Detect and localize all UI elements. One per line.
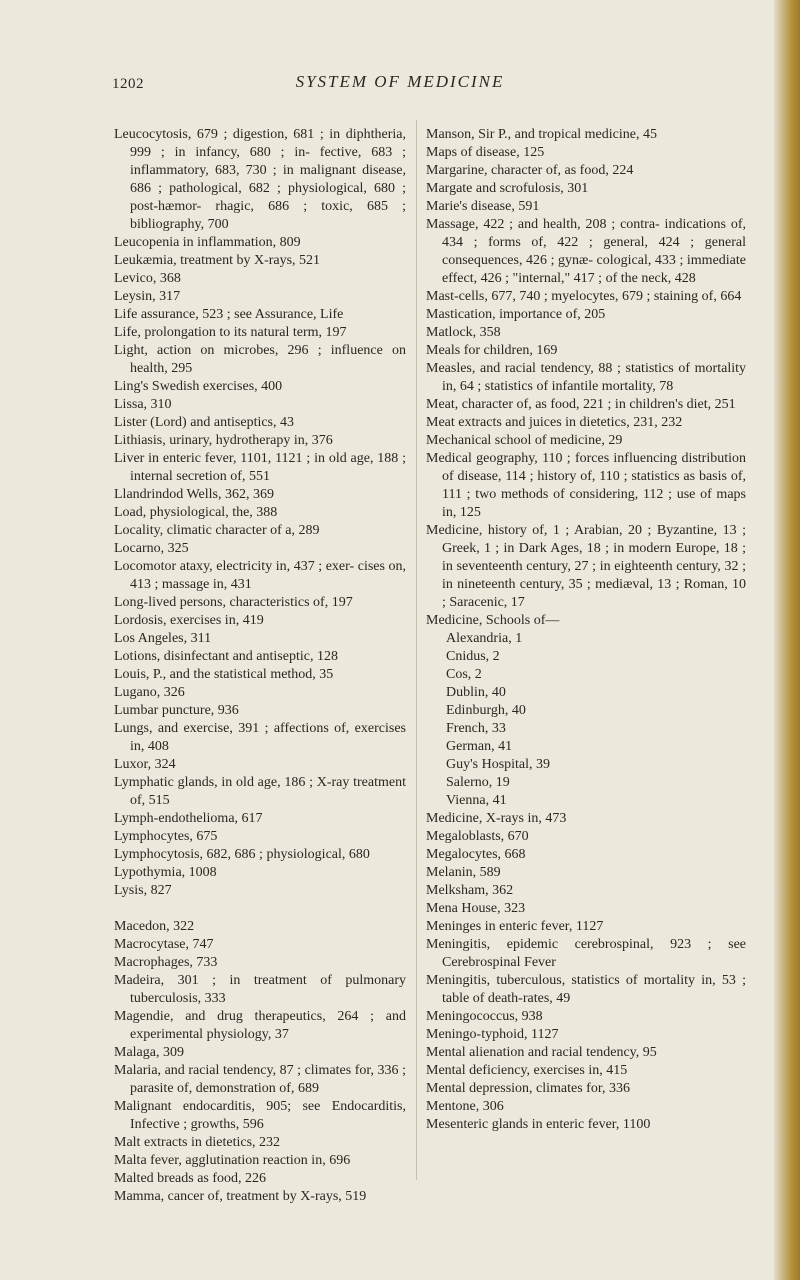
index-entry: Lister (Lord) and antiseptics, 43: [114, 415, 295, 430]
index-entry: Locomotor ataxy, electricity in, 437 ; exer- cises on, 413 ; massage in, 431: [114, 559, 406, 592]
index-entry: Measles, and racial tendency, 88 ; statistics of mortality in, 64 ; statistics of infantile mortality, 78: [426, 361, 746, 394]
index-entry: Liver in enteric fever, 1101, 1121 ; in old age, 188 ; internal secretion of, 551: [114, 451, 406, 484]
index-entry: Luxor, 324: [114, 757, 176, 772]
index-entry: Melanin, 589: [426, 865, 501, 880]
index-entry: Margarine, character of, as food, 224: [426, 163, 634, 178]
index-entry: Mentone, 306: [426, 1099, 504, 1114]
index-entry: Lithiasis, urinary, hydrotherapy in, 376: [114, 433, 333, 448]
index-entry: Mental deficiency, exercises in, 415: [426, 1063, 628, 1078]
index-subentry: Edinburgh, 40: [446, 703, 526, 718]
index-entry: Medical geography, 110 ; forces influencing distribution of disease, 114 ; history of, 110 ; statistics as basis of, 111 ; two methods of considering, 112 ; use of maps in, 125: [426, 451, 746, 520]
index-entry: Leucocytosis, 679 ; digestion, 681 ; in diphtheria, 999 ; in infancy, 680 ; in- fective, 683 ; inflammatory, 683, 730 ; in malignant disease, 686 ; pathological, 682 ; physiological, 680 ; post-hæmor- rhagic, 686 ; toxic, 685 ; bibliography, 700: [114, 127, 406, 232]
index-entry: Mamma, cancer of, treatment by X-rays, 519: [114, 1189, 367, 1204]
index-entry: Mastication, importance of, 205: [426, 307, 606, 322]
index-entry: Meningitis, epidemic cerebrospinal, 923 ; see Cerebrospinal Fever: [426, 937, 746, 970]
index-entry: Malt extracts in dietetics, 232: [114, 1135, 281, 1150]
index-entry: Leysin, 317: [114, 289, 181, 304]
index-entry: Lymphocytes, 675: [114, 829, 218, 844]
index-subentry: Guy's Hospital, 39: [446, 757, 551, 772]
index-entry: Malaga, 309: [114, 1045, 184, 1060]
index-entry: Meninges in enteric fever, 1127: [426, 919, 604, 934]
index-subentry: Alexandria, 1: [446, 631, 523, 646]
index-entry: Lordosis, exercises in, 419: [114, 613, 264, 628]
index-entry: Lumbar puncture, 936: [114, 703, 239, 718]
index-entry: Marie's disease, 591: [426, 199, 540, 214]
page-number: 1202: [112, 76, 144, 92]
index-column-right: [426, 126, 746, 1134]
index-entry: Meningococcus, 938: [426, 1009, 543, 1024]
index-entry: Meningitis, tuberculous, statistics of mortality in, 53 ; table of death-rates, 49: [426, 973, 746, 1006]
index-entry: Los Angeles, 311: [114, 631, 212, 646]
index-entry: Melksham, 362: [426, 883, 514, 898]
index-entry: Load, physiological, the, 388: [114, 505, 278, 520]
index-entry: Medicine, Schools of—: [426, 613, 560, 628]
index-entry: Lotions, disinfectant and antiseptic, 128: [114, 649, 338, 664]
index-entry: Malta fever, agglutination reaction in, 696: [114, 1153, 351, 1168]
index-entry: Massage, 422 ; and health, 208 ; contra- indications of, 434 ; forms of, 422 ; general, 424 ; general consequences, 426 ; gynæ- cological, 433 ; immediate effect, 426 ; "internal," 417 ; of the neck, 428: [426, 217, 746, 286]
index-entry: Louis, P., and the statistical method, 35: [114, 667, 334, 682]
index-subentry: Dublin, 40: [446, 685, 506, 700]
index-column-left: [114, 126, 406, 1206]
index-subentry: Cos, 2: [446, 667, 482, 682]
index-entry: Locality, climatic character of a, 289: [114, 523, 320, 538]
index-entry: Meals for children, 169: [426, 343, 558, 358]
index-entry: Life assurance, 523 ; see Assurance, Life: [114, 307, 344, 322]
index-entry: Macedon, 322: [114, 919, 195, 934]
page-edge: [774, 0, 800, 1280]
index-entry: Lymph-endothelioma, 617: [114, 811, 263, 826]
index-entry: Mental alienation and racial tendency, 95: [426, 1045, 657, 1060]
index-entry: Medicine, X-rays in, 473: [426, 811, 567, 826]
index-entry: Madeira, 301 ; in treatment of pulmonary tuberculosis, 333: [114, 973, 406, 1006]
index-entry: Magendie, and drug therapeutics, 264 ; and experimental physiology, 37: [114, 1009, 406, 1042]
index-subentry: German, 41: [446, 739, 513, 754]
index-entry: Margate and scrofulosis, 301: [426, 181, 589, 196]
index-subentry: French, 33: [446, 721, 506, 736]
index-entry: Lissa, 310: [114, 397, 172, 412]
index-entry: Leucopenia in inflammation, 809: [114, 235, 301, 250]
index-entry: Maps of disease, 125: [426, 145, 545, 160]
index-entry: Medicine, history of, 1 ; Arabian, 20 ; Byzantine, 13 ; Greek, 1 ; in Dark Ages, 18 ; in modern Europe, 18 ; in seventeenth century, 27 ; in eighteenth century, 32 ; in nineteenth century, 35 ; mediæval, 13 ; Roman, 10 ; Saracenic, 17: [426, 523, 746, 610]
index-entry: Megalocytes, 668: [426, 847, 526, 862]
index-entry: Mesenteric glands in enteric fever, 1100: [426, 1117, 651, 1132]
index-entry: Leukæmia, treatment by X-rays, 521: [114, 253, 321, 268]
index-entry: Malaria, and racial tendency, 87 ; climates for, 336 ; parasite of, demonstration of, 689: [114, 1063, 406, 1096]
index-entry: Lymphatic glands, in old age, 186 ; X-ray treatment of, 515: [114, 775, 406, 808]
index-subentry: Vienna, 41: [446, 793, 507, 808]
index-entry: Mena House, 323: [426, 901, 526, 916]
running-head: SYSTEM OF MEDICINE: [295, 72, 505, 91]
index-entry: Lypothymia, 1008: [114, 865, 217, 880]
index-entry: Light, action on microbes, 296 ; influence on health, 295: [114, 343, 406, 376]
index-entry: Macrocytase, 747: [114, 937, 214, 952]
index-entry: Lymphocytosis, 682, 686 ; physiological, 680: [114, 847, 370, 862]
index-subentry: Salerno, 19: [446, 775, 510, 790]
index-entry: Lungs, and exercise, 391 ; affections of, exercises in, 408: [114, 721, 406, 754]
index-entry: Mental depression, climates for, 336: [426, 1081, 630, 1096]
index-entry: Locarno, 325: [114, 541, 189, 556]
index-entry: Malignant endocarditis, 905; see Endocarditis, Infective ; growths, 596: [114, 1099, 406, 1132]
index-entry: Meningo-typhoid, 1127: [426, 1027, 559, 1042]
index-entry: Long-lived persons, characteristics of, 197: [114, 595, 353, 610]
index-entry: Megaloblasts, 670: [426, 829, 529, 844]
index-entry: Lugano, 326: [114, 685, 185, 700]
index-entry: Meat, character of, as food, 221 ; in children's diet, 251: [426, 397, 736, 412]
index-entry: Mast-cells, 677, 740 ; myelocytes, 679 ; staining of, 664: [426, 289, 742, 304]
index-entry: Ling's Swedish exercises, 400: [114, 379, 283, 394]
index-entry: Lysis, 827: [114, 883, 172, 898]
index-entry: Llandrindod Wells, 362, 369: [114, 487, 274, 502]
index-subentry: Cnidus, 2: [446, 649, 500, 664]
index-entry: Macrophages, 733: [114, 955, 218, 970]
column-divider: [416, 120, 417, 1180]
index-entry: Meat extracts and juices in dietetics, 231, 232: [426, 415, 683, 430]
index-entry: Matlock, 358: [426, 325, 501, 340]
index-entry: Manson, Sir P., and tropical medicine, 45: [426, 127, 657, 142]
index-entry: Life, prolongation to its natural term, 197: [114, 325, 347, 340]
index-entry: Levico, 368: [114, 271, 181, 286]
index-entry: Mechanical school of medicine, 29: [426, 433, 623, 448]
index-entry: Malted breads as food, 226: [114, 1171, 267, 1186]
